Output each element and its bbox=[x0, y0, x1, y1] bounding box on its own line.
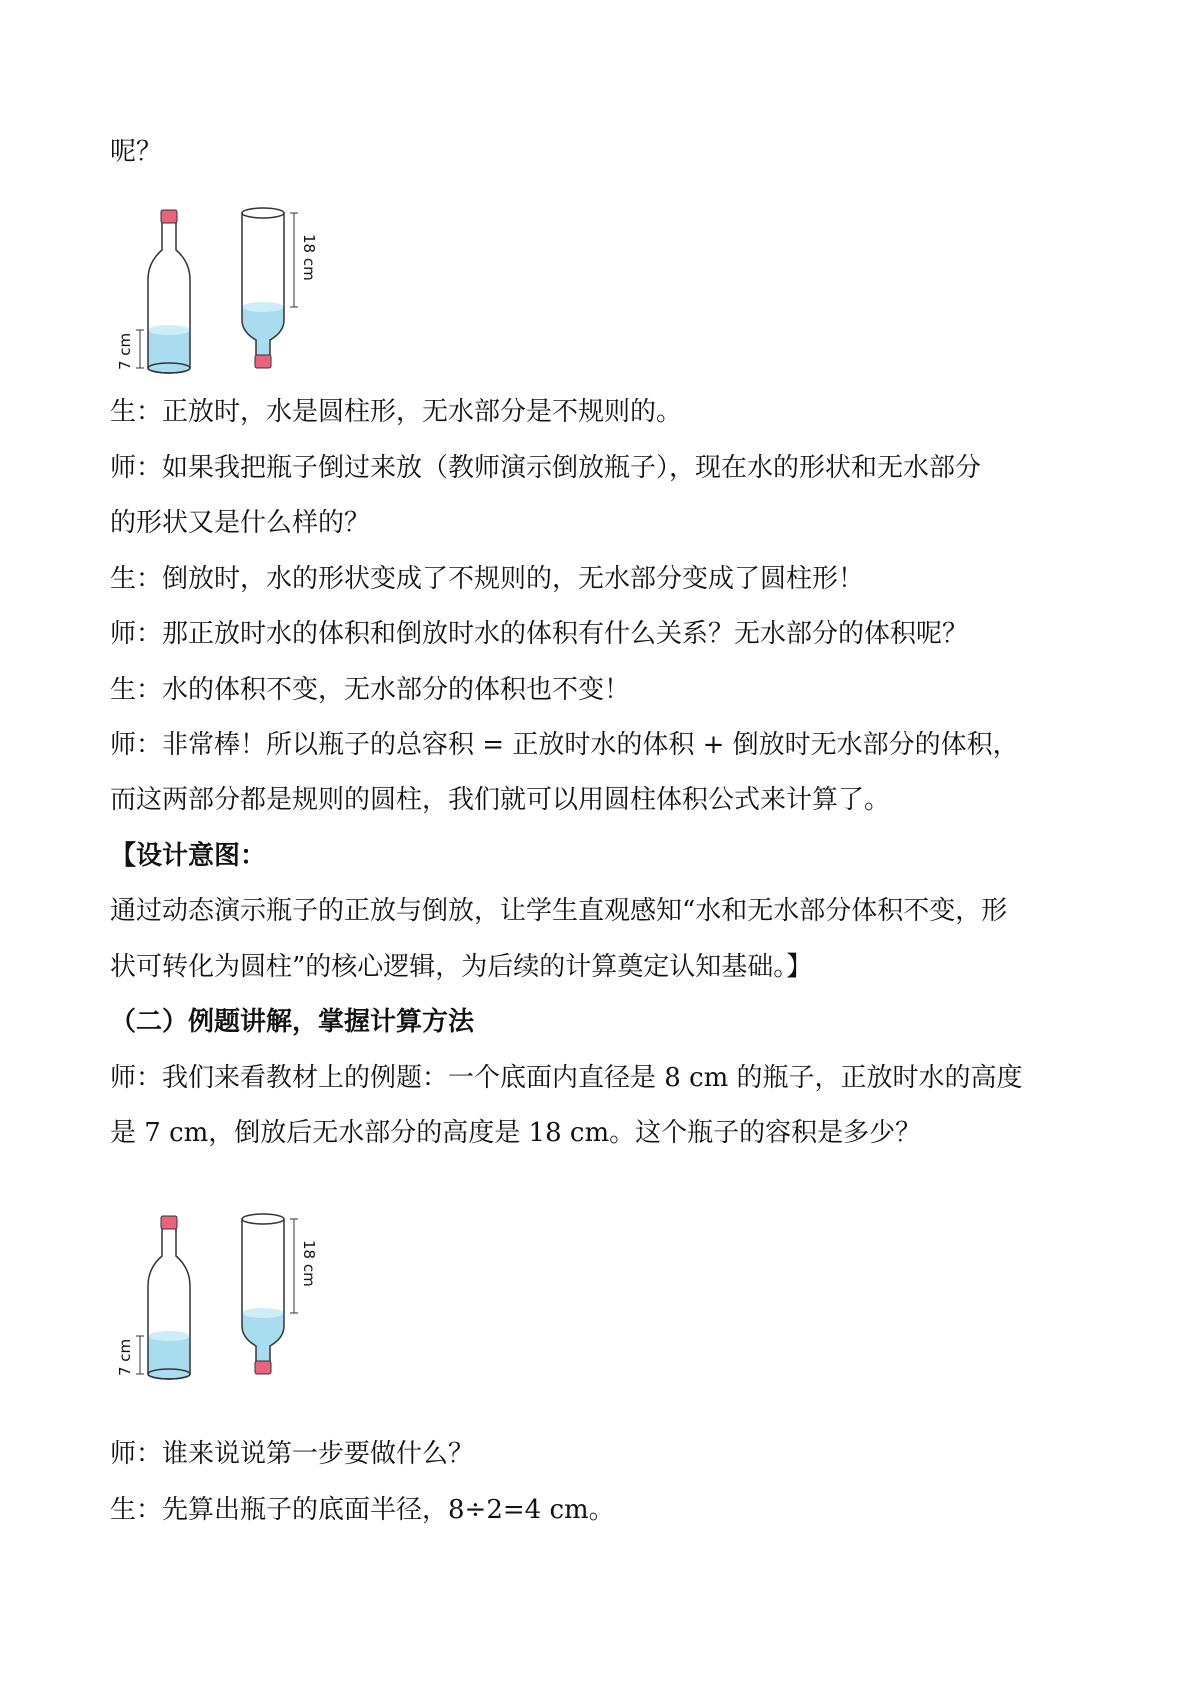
air-height-label: 18 cm bbox=[300, 234, 318, 281]
bottle-figure-2 bbox=[118, 1206, 338, 1406]
text-line: 生：倒放时，水的形状变成了不规则的，无水部分变成了圆柱形！ bbox=[110, 564, 865, 594]
bottle-diagram bbox=[118, 200, 338, 400]
inverted-water bbox=[242, 1313, 284, 1361]
water-height-label: 7 cm bbox=[116, 1338, 134, 1376]
text-line: 的形状又是什么样的？ bbox=[110, 508, 371, 538]
text-line: 生：正放时，水是圆柱形，无水部分是不规则的。 bbox=[110, 397, 683, 427]
air-height-label: 18 cm bbox=[300, 1240, 318, 1287]
text-line: 师：那正放时水的体积和倒放时水的体积有什么关系？无水部分的体积呢？ bbox=[110, 619, 969, 649]
section-heading: 【设计意图： bbox=[110, 841, 267, 871]
text-line: 师：我们来看教材上的例题：一个底面内直径是 8 cm 的瓶子，正放时水的高度 bbox=[110, 1063, 1023, 1093]
upright-water-surface bbox=[148, 325, 190, 335]
water-height-label: 7 cm bbox=[116, 332, 134, 370]
inverted-water-surface bbox=[242, 302, 284, 312]
inverted-bottle-top bbox=[242, 208, 284, 218]
text-line: 状可转化为圆柱”的核心逻辑，为后续的计算奠定认知基础。】 bbox=[110, 952, 813, 982]
upright-bottle-cap bbox=[161, 1216, 177, 1229]
text-line: 通过动态演示瓶子的正放与倒放，让学生直观感知“水和无水部分体积不变，形 bbox=[110, 896, 1008, 926]
bottle-figure-1 bbox=[118, 200, 338, 400]
inverted-bottle-cap bbox=[255, 1361, 271, 1374]
upright-bottle-cap bbox=[161, 210, 177, 223]
text-line: 是 7 cm，倒放后无水部分的高度是 18 cm。这个瓶子的容积是多少？ bbox=[110, 1118, 922, 1148]
text-line: 而这两部分都是规则的圆柱，我们就可以用圆柱体积公式来计算了。 bbox=[110, 785, 891, 815]
inverted-water-surface bbox=[242, 1308, 284, 1318]
bottle-diagram bbox=[118, 1206, 338, 1406]
inverted-water bbox=[242, 307, 284, 355]
text-line: 呢？ bbox=[110, 137, 163, 167]
text-line: 师：谁来说说第一步要做什么？ bbox=[110, 1439, 475, 1469]
text-line: 生：水的体积不变，无水部分的体积也不变！ bbox=[110, 675, 631, 705]
text-line: 师：非常棒！所以瓶子的总容积 = 正放时水的体积 + 倒放时无水部分的体积， bbox=[110, 730, 1019, 760]
upright-water bbox=[148, 330, 190, 373]
upright-water-surface bbox=[148, 1331, 190, 1341]
upright-water bbox=[148, 1336, 190, 1379]
inverted-bottle-cap bbox=[255, 355, 271, 368]
inverted-bottle-top bbox=[242, 1214, 284, 1224]
section-heading: （二）例题讲解，掌握计算方法 bbox=[110, 1007, 475, 1037]
text-line: 师：如果我把瓶子倒过来放（教师演示倒放瓶子），现在水的形状和无水部分 bbox=[110, 453, 982, 483]
text-line: 生：先算出瓶子的底面半径，8÷2=4 cm。 bbox=[110, 1495, 615, 1525]
